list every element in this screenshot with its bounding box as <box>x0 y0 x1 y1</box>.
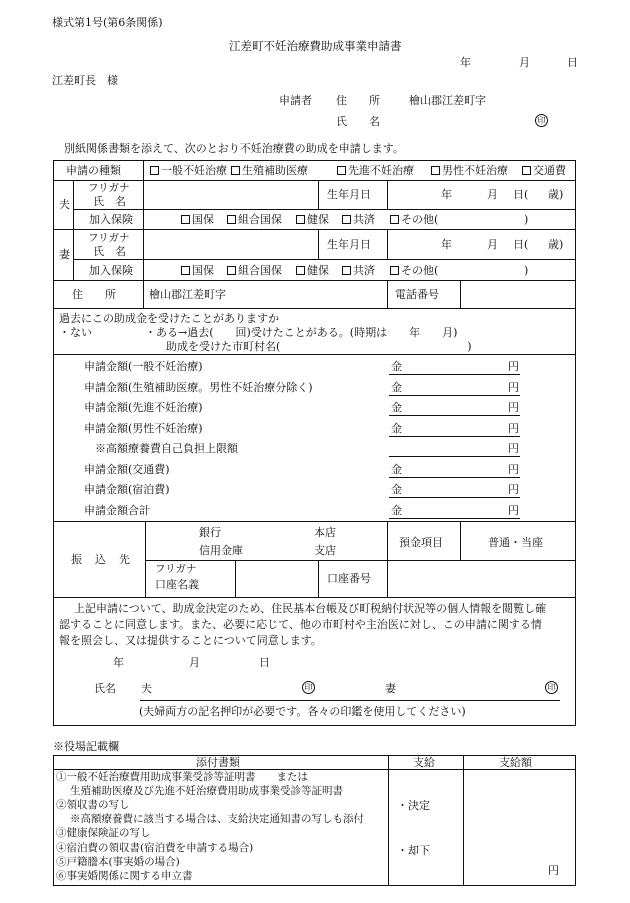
consent-note: (夫婦両方の記名押印が必要です。各々の印鑑を使用してください) <box>139 705 466 718</box>
wife-furigana-label: フリガナ <box>88 232 130 244</box>
date-month-label: 月 <box>519 56 530 69</box>
applicant-address-value: 檜山郡江差町字 <box>409 94 486 107</box>
amount-field[interactable] <box>389 482 520 498</box>
amount-field[interactable] <box>389 441 520 457</box>
amount-unit: 円 <box>508 442 519 455</box>
doc-1b: 生殖補助医療及び先進不妊治療費用助成事業受診等証明書 <box>70 785 343 797</box>
amount-prefix: 金 <box>391 421 402 435</box>
phone-label: 電話番号 <box>395 288 439 301</box>
checkbox-icon[interactable] <box>342 266 351 275</box>
amount-unit: 円 <box>508 380 519 394</box>
past-option-none[interactable]: ・ない <box>59 326 92 339</box>
checkbox-icon[interactable] <box>231 166 240 175</box>
doc-6: ⑥事実婚関係に関する申立書 <box>56 870 193 882</box>
wife-birth-year: 年 <box>441 238 452 251</box>
amount-field[interactable] <box>389 359 520 375</box>
application-type-label: 申請の種類 <box>66 164 121 177</box>
husband-ins-kumiai[interactable]: 組合国保 <box>227 214 282 225</box>
amount-unit: 円 <box>508 360 519 373</box>
amount-prefix: 金 <box>391 483 402 496</box>
doc-4: ④宿泊費の領収書(宿泊費を申請する場合) <box>56 842 254 854</box>
amount-label: ※高額療養費自己負担上限額 <box>95 442 238 455</box>
checkbox-icon[interactable] <box>342 215 351 224</box>
wife-ins-other[interactable]: その他( <box>390 265 438 276</box>
office-col-docs: 添付書類 <box>196 756 240 769</box>
intro-text: 別紙関係書類を添えて、次のとおり不妊治療費の助成を申請します。 <box>64 142 404 155</box>
checkbox-icon[interactable] <box>227 266 236 275</box>
doc-5: ⑤戸籍謄本(事実婚の場合) <box>56 856 180 868</box>
checkbox-icon[interactable] <box>296 266 305 275</box>
amount-field[interactable] <box>389 503 520 519</box>
head-office-label: 本店 <box>314 526 336 539</box>
amount-prefix: 金 <box>391 401 402 414</box>
husband-ins-other[interactable]: その他( <box>390 214 438 225</box>
applicant-name-label: 氏 名 <box>336 115 380 128</box>
husband-furigana-label: フリガナ <box>88 182 130 194</box>
wife-birth-day: 日( <box>513 238 529 251</box>
amount-field[interactable] <box>389 462 520 478</box>
wife-ins-other-close: ) <box>524 264 529 277</box>
checkbox-icon[interactable] <box>390 266 399 275</box>
amount-prefix: 金 <box>391 360 402 373</box>
deposit-type-value[interactable]: 普通・当座 <box>488 536 543 549</box>
consent-text-line3: 報を照会し、又は提供することについて同意します。 <box>59 634 322 647</box>
deposit-type-label: 預金項目 <box>399 536 443 549</box>
type-transport[interactable]: 交通費 <box>522 165 566 176</box>
wife-birth-label: 生年月日 <box>327 238 371 251</box>
amount-label: 申請金額合計 <box>84 503 150 517</box>
checkbox-icon[interactable] <box>431 166 440 175</box>
account-number-label: 口座番号 <box>327 572 371 585</box>
husband-ins-kenpo[interactable]: 健保 <box>296 214 329 225</box>
amount-label: 申請金額(宿泊費) <box>84 483 170 496</box>
payment-amount-unit: 円 <box>548 864 559 877</box>
office-section-label: ※役場記載欄 <box>53 740 119 753</box>
checkbox-icon[interactable] <box>337 166 346 175</box>
office-col-amount: 支給額 <box>499 756 532 769</box>
applicant-label: 申請者 <box>279 94 312 107</box>
checkbox-icon[interactable] <box>522 166 531 175</box>
husband-ins-other-close: ) <box>524 213 529 226</box>
account-name-label: 口座名義 <box>155 578 199 591</box>
husband-seal-mark: 印 <box>302 681 315 694</box>
husband-insurance-label: 加入保険 <box>89 213 133 226</box>
checkbox-icon[interactable] <box>181 266 190 275</box>
wife-insurance-label: 加入保険 <box>89 264 133 277</box>
husband-birth-day: 日( <box>513 188 529 201</box>
amount-unit: 円 <box>508 421 519 435</box>
husband-label: 夫 <box>59 198 70 211</box>
wife-name-field[interactable] <box>147 233 315 255</box>
wife-birth-month: 月 <box>487 238 498 251</box>
wife-label: 妻 <box>59 248 70 261</box>
amount-unit: 円 <box>508 483 519 496</box>
husband-birth-age: 歳) <box>548 188 564 201</box>
phone-field[interactable] <box>464 284 572 305</box>
address-label: 住 所 <box>72 288 116 301</box>
doc-2-note: ※高額療養費に該当する場合は、支給決定通知書の写しも添付 <box>70 813 364 825</box>
amount-field[interactable] <box>389 400 520 416</box>
office-col-payment: 支給 <box>413 756 435 769</box>
consent-text-line2: 認することに同意します。また、必要に応じて、他の市町村や主治医に対し、この申請に関する情 <box>59 618 542 631</box>
amount-prefix: 金 <box>391 462 402 476</box>
type-general[interactable]: 一般不妊治療 <box>150 165 227 176</box>
husband-ins-kyosai[interactable]: 共済 <box>342 214 375 225</box>
amount-label: 申請金額(男性不妊治療) <box>84 421 203 435</box>
form-number: 様式第1号(第6条関係) <box>52 16 163 29</box>
husband-birth-year: 年 <box>441 188 452 201</box>
credit-union-label: 信用金庫 <box>199 544 243 557</box>
decision-reject[interactable]: ・却下 <box>397 844 430 857</box>
wife-ins-kyosai[interactable]: 共済 <box>342 265 375 276</box>
amount-field[interactable] <box>389 421 520 437</box>
amount-unit: 円 <box>508 503 519 517</box>
consent-month: 月 <box>189 656 200 669</box>
addressee: 江差町長 様 <box>52 74 118 87</box>
amount-unit: 円 <box>508 401 519 414</box>
husband-birth-label: 生年月日 <box>327 188 371 201</box>
amount-field[interactable] <box>389 380 520 396</box>
amount-prefix: 金 <box>391 503 402 517</box>
amount-label: 申請金額(生殖補助医療。男性不妊治療分除く) <box>84 380 313 394</box>
amount-unit: 円 <box>508 462 519 476</box>
consent-wife-label: 妻 <box>385 682 396 695</box>
past-question: 過去にこの助成金を受けたことがありますか <box>59 312 279 325</box>
checkbox-icon[interactable] <box>227 215 236 224</box>
husband-name-field[interactable] <box>147 184 315 206</box>
husband-ins-kokuho[interactable]: 国保 <box>181 214 214 225</box>
account-furigana-label: フリガナ <box>155 563 197 575</box>
wife-ins-kenpo[interactable]: 健保 <box>296 265 329 276</box>
applicant-seal-mark: 印 <box>535 114 548 127</box>
applicant-address-label: 住 所 <box>336 94 380 107</box>
wife-ins-kumiai[interactable]: 組合国保 <box>227 265 282 276</box>
form-title: 江差町不妊治療費助成事業申請書 <box>229 39 402 53</box>
type-advanced[interactable]: 先進不妊治療 <box>337 165 414 176</box>
wife-seal-mark: 印 <box>545 681 558 694</box>
wife-birth-age: 歳) <box>548 238 564 251</box>
wife-ins-kokuho[interactable]: 国保 <box>181 265 214 276</box>
consent-husband-label: 夫 <box>141 682 152 695</box>
checkbox-icon[interactable] <box>181 215 190 224</box>
amount-label: 申請金額(先進不妊治療) <box>84 401 203 414</box>
bank-label: 銀行 <box>199 526 221 539</box>
amount-prefix: 金 <box>391 380 402 394</box>
date-year-label: 年 <box>460 56 471 69</box>
amount-label: 申請金額(一般不妊治療) <box>84 360 203 373</box>
transfer-label: 振 込 先 <box>71 553 131 566</box>
amount-label: 申請金額(交通費) <box>84 462 170 476</box>
checkbox-icon[interactable] <box>296 215 305 224</box>
consent-text-line1: 上記申請について、助成金決定のため、住民基本台帳及び町税納付状況等の個人情報を閲覧し確 <box>74 602 547 615</box>
checkbox-icon[interactable] <box>150 166 159 175</box>
consent-day: 日 <box>259 656 270 669</box>
decision-approve[interactable]: ・決定 <box>397 799 430 812</box>
branch-label: 支店 <box>314 544 336 557</box>
address-value[interactable]: 檜山郡江差町字 <box>149 288 226 301</box>
date-day-label: 日 <box>567 56 578 69</box>
consent-name-label: 氏名 <box>94 682 116 695</box>
account-number-field[interactable] <box>391 563 573 594</box>
doc-2: ②領収書の写し <box>56 799 130 811</box>
type-male[interactable]: 男性不妊治療 <box>431 165 508 176</box>
wife-name-label: 氏 名 <box>93 245 126 258</box>
past-option-city[interactable]: 助成を受けた市町村名( ) <box>166 340 472 353</box>
type-art[interactable]: 生殖補助医療 <box>231 165 308 176</box>
checkbox-icon[interactable] <box>390 215 399 224</box>
husband-birth-month: 月 <box>487 188 498 201</box>
doc-1a: ①一般不妊治療費用助成事業受診等証明書 または <box>56 771 308 783</box>
consent-year: 年 <box>113 656 124 669</box>
doc-3: ③健康保険証の写し <box>56 827 151 839</box>
past-option-yes[interactable]: ・ある→過去( 回)受けたことがある。(時期は 年 月) <box>145 326 458 339</box>
husband-name-label: 氏 名 <box>93 195 126 208</box>
account-name-field[interactable] <box>240 563 315 594</box>
